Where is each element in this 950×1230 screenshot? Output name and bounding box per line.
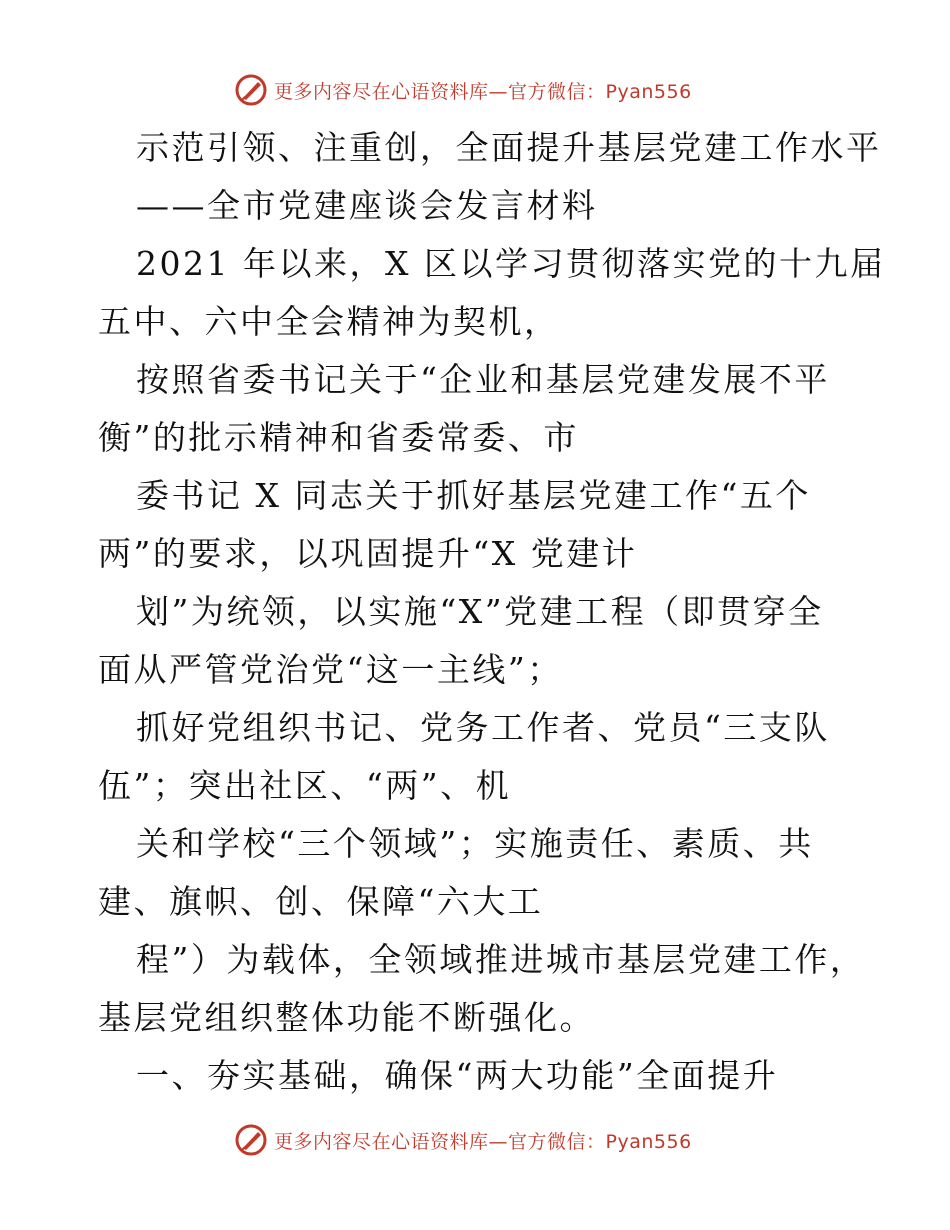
document-subtitle: ——全市党建座谈会发言材料 [136,186,598,225]
paragraph-line: 五中、六中全会精神为契机， [98,302,560,341]
paragraph-line: 基层党组织整体功能不断强化。 [98,998,595,1037]
header-watermark-banner [234,72,724,108]
section-heading: 一、夯实基础，确保“两大功能”全面提升 [136,1056,779,1095]
paragraph-line: 建、旗帜、创、保障“六大工 [98,882,544,921]
paragraph-line: 按照省委书记关于“企业和基层党建发展不平 [136,360,830,399]
paragraph-line: 面从严管党治党“这一主线”； [98,650,563,689]
header-banner-text: 更多内容尽在心语资料库—官方微信：Pyan556 [274,80,692,103]
paragraph-line: 2021 年以来，X 区以学习贯彻落实党的十九届 [136,244,886,283]
paragraph-line: 衡”的批示精神和省委常委、市 [98,418,579,457]
paragraph-line: 委书记 X 同志关于抓好基层党建工作“五个 [136,476,811,515]
paragraph-line: 两”的要求，以巩固提升“X 党建计 [98,534,638,573]
quill-logo-icon [234,1123,268,1157]
footer-watermark-banner [234,1122,724,1158]
paragraph-line: 程”）为载体，全领域推进城市基层党建工作， [136,940,866,979]
paragraph-line: 抓好党组织书记、党务工作者、党员“三支队 [136,708,830,747]
paragraph-line: 划”为统领，以实施“X”党建工程（即贯穿全 [136,592,824,631]
paragraph-line: 关和学校“三个领域”；实施责任、素质、共 [136,824,814,863]
paragraph-line: 伍”；突出社区、“两”、机 [98,766,512,805]
footer-banner-text: 更多内容尽在心语资料库—官方微信：Pyan556 [274,1130,692,1153]
document-title: 示范引领、注重创，全面提升基层党建工作水平 [136,128,882,167]
quill-logo-icon [234,73,268,107]
